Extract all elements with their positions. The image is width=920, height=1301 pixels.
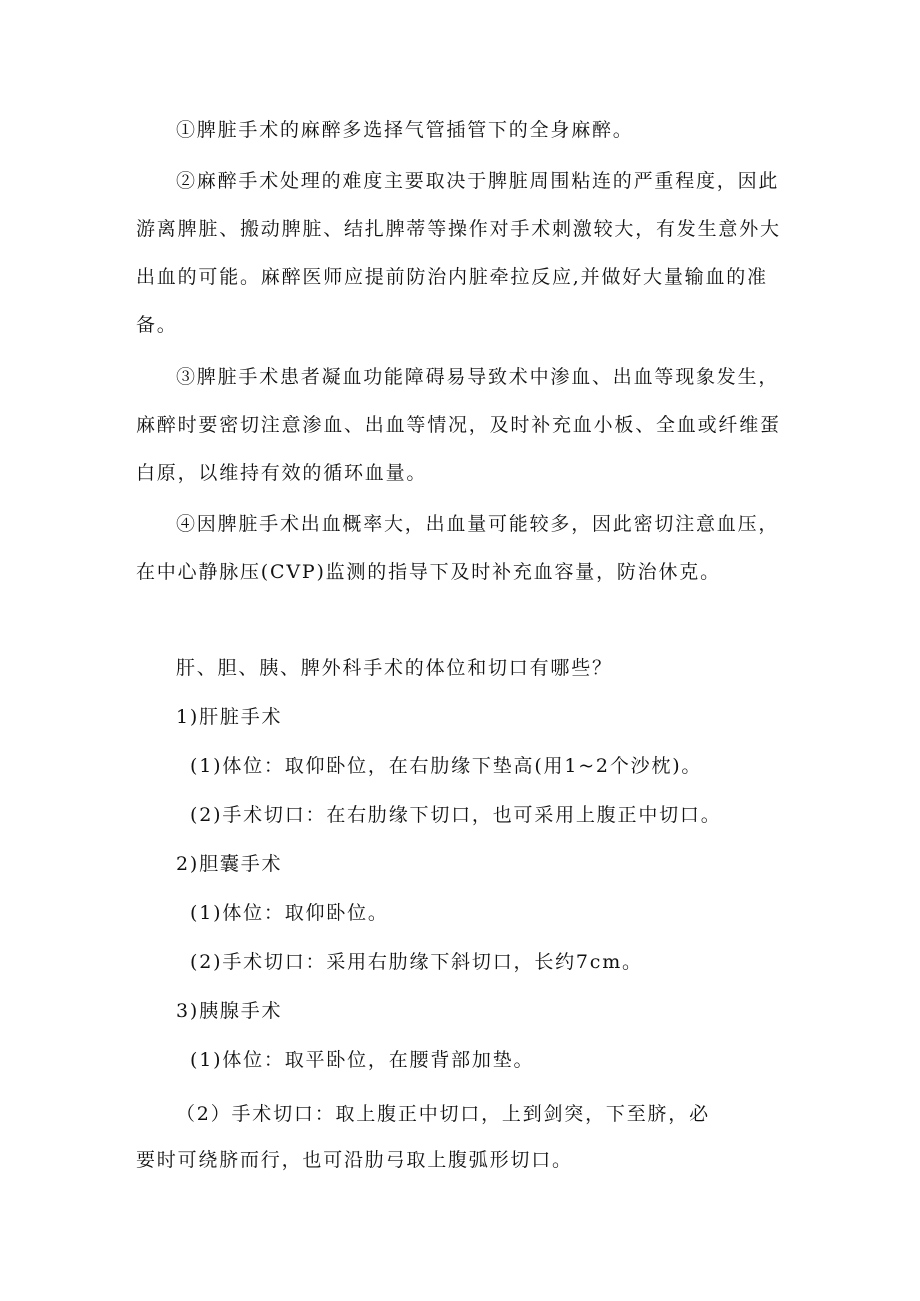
gallbladder-incision: (2)手术切口：采用右肋缘下斜切口，长约7cm。 (190, 951, 643, 973)
gallbladder-title: 2)胆囊手术 (176, 853, 283, 875)
pancreas-incision-line1: （2）手术切口：取上腹正中切口，上到剑突，下至脐，必 (176, 1103, 710, 1125)
paragraph-1: ①脾脏手术的麻醉多选择气管插管下的全身麻醉。 (176, 119, 634, 141)
liver-incision: (2)手术切口：在右肋缘下切口，也可采用上腹正中切口。 (190, 804, 722, 826)
paragraph-3: ③脾脏手术患者凝血功能障碍易导致术中渗血、出血等现象发生，麻醉时要密切注意渗血、出血等情况，及时补充血小板、全血或纤维蛋白原，以维持有效的循环血量。 (136, 366, 781, 484)
pancreas-incision-line2: 要时可绕脐而行，也可沿肋弓取上腹弧形切口。 (136, 1149, 573, 1171)
pancreas-position: (1)体位：取平卧位，在腰背部加垫。 (190, 1049, 535, 1071)
gallbladder-position: (1)体位：取仰卧位。 (190, 902, 389, 924)
liver-position: (1)体位：取仰卧位，在右肋缘下垫高(用1~2个沙枕)。 (190, 755, 703, 777)
liver-title: 1)肝脏手术 (176, 706, 283, 728)
paragraph-4: ④因脾脏手术出血概率大，出血量可能较多，因此密切注意血压，在中心静脉压(CVP)监测的指导下及时补充血容量，防治休克。 (136, 513, 780, 583)
paragraph-2: ②麻醉手术处理的难度主要取决于脾脏周围粘连的严重程度，因此游离脾脏、搬动脾脏、结扎脾蒂等操作对手术刺激较大，有发生意外大出血的可能。麻醉医师应提前防治内脏牵拉反应,并做好大量输血的准备。 (136, 170, 781, 336)
pancreas-title: 3)胰腺手术 (176, 1000, 283, 1022)
question-heading: 肝、胆、胰、脾外科手术的体位和切口有哪些？ (176, 657, 613, 679)
